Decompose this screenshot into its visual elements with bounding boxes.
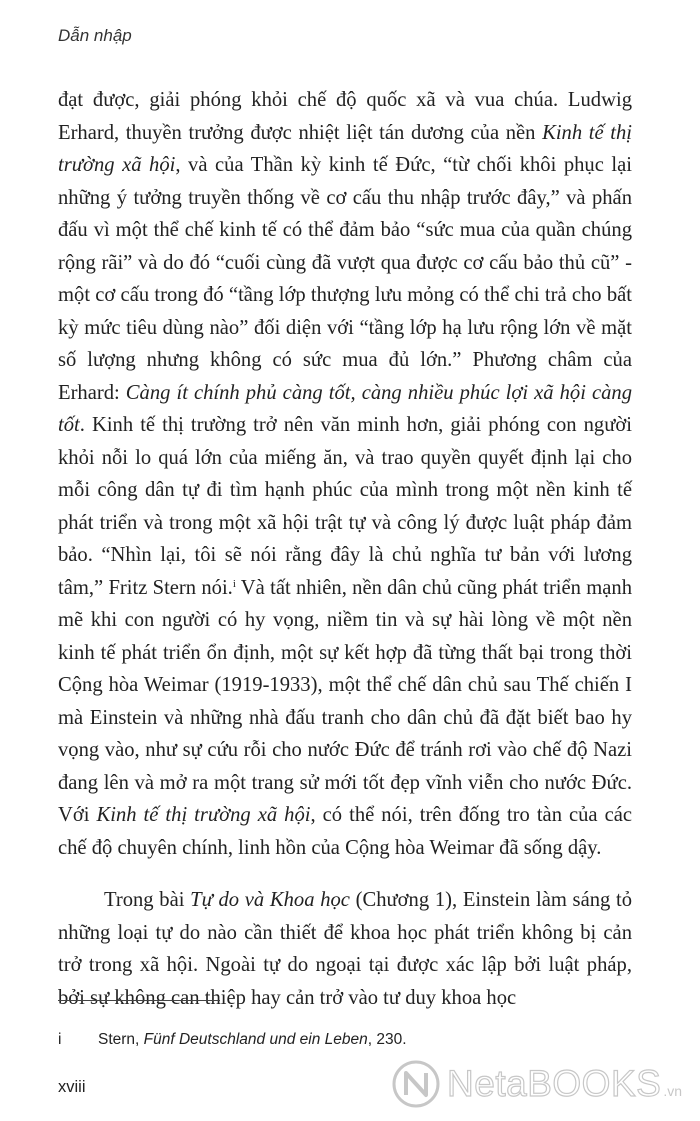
neta-logo-icon	[391, 1059, 441, 1109]
paragraph-2	[58, 884, 632, 1014]
footnote-divider	[58, 1000, 220, 1001]
text-run: , và của Thần kỳ kinh tế Đức, “từ chối khôi phục lại những ý tưởng truyền thống về cơ cấu thu nhập trước đây,” và phấn đấu vì một thể chế kinh tế có thể đảm bảo “sức mua của quần chúng rộng rãi” và do đó “cuối cùng đã vượt qua được cơ cấu bảo thủ cũ” - một cơ cấu trong đó “tầng lớp thượng lưu mỏng có thể chi trả cho bất kỳ mức tiêu dùng nào” đối diện với “tầng lớp hạ lưu rộng lớn về mặt số lượng nhưng không có sức mua đủ lớn.” Phương châm của Erhard:	[58, 154, 632, 404]
text-run: Và tất nhiên, nền dân chủ cũng phát triển mạnh mẽ khi con người có hy vọng, niềm tin và sự hài lòng về một nền kinh tế phát triển ổn định, một sự kết hợp đã từng thất bại trong thời Cộng hòa Weimar (1919-1933), một thể chế dân chủ sau Thế chiến I mà Einstein và những nhà đấu tranh cho dân chủ đã đặt biết bao hy vọng vào, như sự cứu rỗi cho nước Đức để tránh rơi vào chế độ Nazi đang lên và mở ra một trang sử mới tốt đẹp vĩnh viễn cho nước Đức. Với	[58, 576, 632, 826]
footnote-page: , 230.	[367, 1031, 407, 1048]
running-header: Dẫn nhập	[58, 26, 132, 45]
text-run: . Kinh tế thị trường trở nên văn minh hơn, giải phóng con người khỏi nỗi lo quá lớn của miếng ăn, và trao quyền quyết định lại cho mỗi công dân tự đi tìm hạnh phúc của mình trong một nền kinh tế phát triển và trong một xã hội trật tự và công lý được luật pháp đảm bảo. “Nhìn lại, tôi sẽ nói rằng đây là chủ nghĩa tư bản với lương tâm,” Fritz Stern nói.	[58, 414, 632, 599]
paragraph-1	[58, 84, 632, 864]
footnote	[58, 1031, 407, 1049]
italic-motto: Càng ít chính phủ càng tốt, càng nhiều phúc lợi xã hội càng tốt	[58, 381, 632, 436]
text-run: Trong bài	[104, 889, 191, 911]
watermark-suffix: .vn	[663, 1083, 682, 1099]
watermark	[391, 1059, 682, 1109]
footnote-marker: i	[58, 1031, 62, 1048]
text-run: (Chương 1), Einstein làm sáng tỏ những loại tự do nào cần thiết để khoa học phát triển không bị cản trở trong xã hội. Ngoài tự do ngoại tại được xác lập bởi luật pháp, bởi sự không can thiệp hay cản trở vào tư duy khoa học	[58, 889, 633, 1009]
footnote-author: Stern,	[98, 1031, 144, 1048]
body-text	[58, 84, 632, 1014]
watermark-brand: NetaBOOKS	[447, 1063, 662, 1104]
text-run: đạt được, giải phóng khỏi chế độ quốc xã và vua chúa. Ludwig Erhard, thuyền trưởng được nhiệt liệt tán dương của nền	[58, 89, 632, 144]
italic-term: Kinh tế thị trường xã hội	[58, 121, 632, 176]
page-number: xviii	[58, 1078, 86, 1096]
footnote-title: Fünf Deutschland und ein Leben	[143, 1031, 368, 1048]
text-run: , có thể nói, trên đống tro tàn của các chế độ chuyên chính, linh hồn của Cộng hòa Weimar đã sống dậy.	[58, 804, 632, 859]
italic-term: Kinh tế thị trường xã hội	[96, 804, 311, 826]
italic-chapter-title: Tự do và Khoa học	[190, 889, 350, 911]
footnote-reference[interactable]: i	[232, 577, 236, 590]
